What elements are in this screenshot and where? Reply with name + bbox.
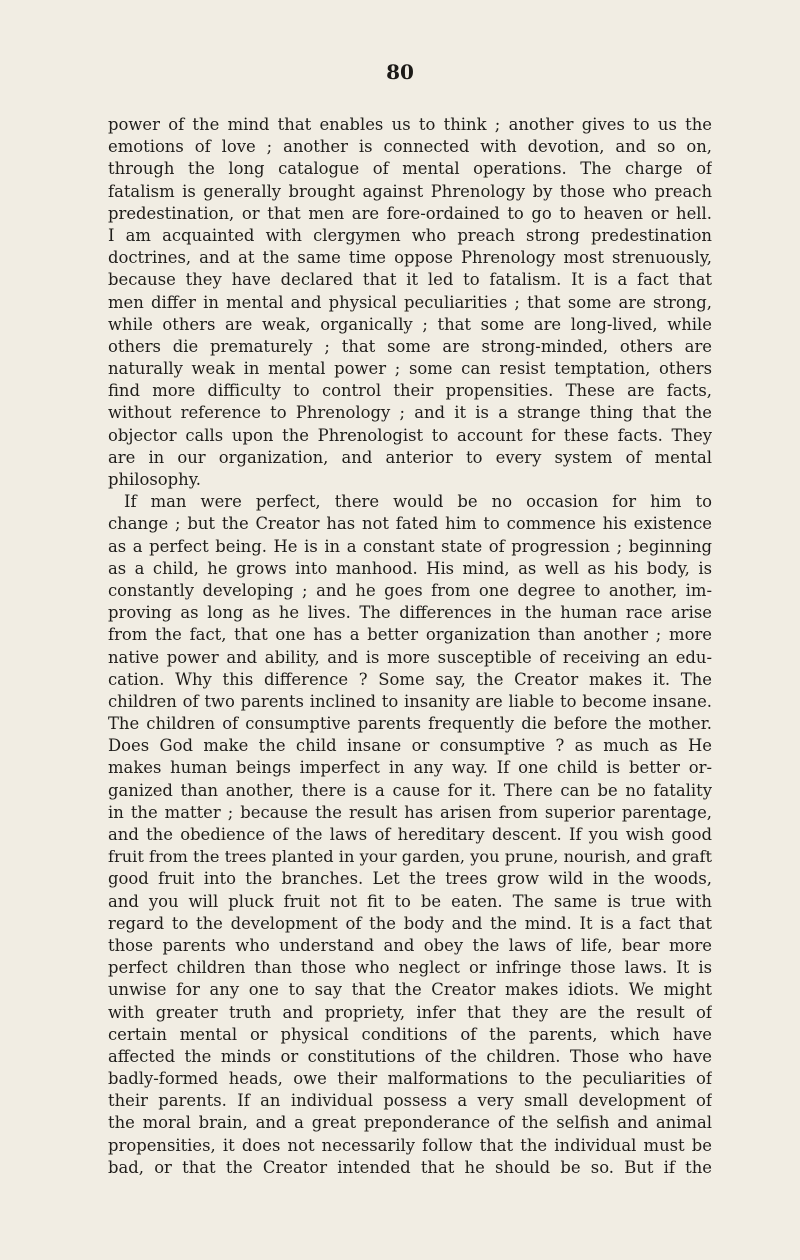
text-line: makes human beings imperfect in any way. If one child is better or- [108, 758, 712, 778]
text-line: doctrines, and at the same time oppose Phrenology most strenuously, [108, 248, 712, 268]
text-line: find more difficulty to control their propensities. These are facts, [108, 381, 712, 401]
text-line: while others are weak, organically ; that some are long-lived, while [108, 314, 712, 334]
text-line: power of the mind that enables us to think ; another gives to us the [108, 115, 712, 134]
text-line: others die prematurely ; that some are strong-minded, others are [108, 336, 712, 356]
text-line: change ; but the Creator has not fated him to commence his existence [108, 514, 712, 534]
text-line: unwise for any one to say that the Creator makes idiots. We might [108, 980, 712, 1000]
text-line: regard to the development of the body and the mind. It is a fact that [108, 913, 712, 933]
text-line: objector calls upon the Phrenologist to account for these facts. They [108, 425, 712, 445]
text-line: cation. Why this difference ? Some say, the Creator makes it. The [108, 669, 712, 689]
text-line: because they have declared that it led to fatalism. It is a fact that [108, 270, 712, 290]
text-line: from the fact, that one has a better organization than another ; more [108, 625, 712, 645]
text-line: emotions of love ; another is connected with devotion, and so on, [108, 137, 712, 157]
text-line: with greater truth and propriety, infer that they are the result of [108, 1002, 712, 1022]
text-line: philosophy. [108, 470, 202, 489]
text-line: affected the minds or constitutions of the children. Those who have [108, 1046, 712, 1066]
text-line: native power and ability, and is more susceptible of receiving an edu- [108, 647, 712, 667]
text-line: through the long catalogue of mental operations. The charge of [108, 159, 712, 179]
text-line: predestination, or that men are fore-ordained to go to heaven or hell. [108, 203, 712, 223]
text-line: perfect children than those who neglect or infringe those laws. It is [108, 958, 712, 978]
text-line: good fruit into the branches. Let the trees grow wild in the woods, [108, 869, 712, 889]
text-line: proving as long as he lives. The differences in the human race arise [108, 603, 712, 623]
text-line: fatalism is generally brought against Phrenology by those who preach [108, 181, 712, 201]
text-line: ganized than another, there is a cause for it. There can be no fatality [108, 780, 712, 800]
text-line: fruit from the trees planted in your garden, you prune, nourish, and graft [108, 847, 712, 867]
text-line: naturally weak in mental power ; some can resist temptation, others [108, 359, 712, 379]
text-line: bad, or that the Creator intended that he should be so. But if the [108, 1157, 712, 1177]
text-line: and you will pluck fruit not fit to be eaten. The same is true with [108, 891, 712, 911]
text-line: their parents. If an individual possess a very small development of [108, 1091, 712, 1111]
text-line: men differ in mental and physical peculiarities ; that some are strong, [108, 292, 712, 312]
text-line: and the obedience of the laws of hereditary descent. If you wish good [108, 825, 712, 844]
text-line: as a child, he grows into manhood. His mind, as well as his body, is [108, 558, 712, 578]
page-number: 80 [386, 60, 414, 84]
text-line: the moral brain, and a great preponderance of the selfish and animal [108, 1113, 712, 1133]
text-line: are in our organization, and anterior to every system of mental [108, 447, 712, 467]
text-line: as a perfect being. He is in a constant state of progression ; beginning [108, 536, 712, 556]
text-line: badly-formed heads, owe their malformations to the peculiarities of [108, 1069, 712, 1089]
text-line: children of two parents inclined to insanity are liable to become insane. [108, 691, 712, 711]
text-line: propensities, it does not necessarily follow that the individual must be [108, 1135, 712, 1155]
text-line: I am acquainted with clergymen who preach strong predestination [108, 225, 712, 245]
body-text [108, 114, 712, 1179]
text-line: certain mental or physical conditions of the parents, which have [108, 1024, 712, 1044]
text-line: The children of consumptive parents frequently die before the mother. [108, 714, 712, 734]
text-line: constantly developing ; and he goes from one degree to another, im- [108, 580, 712, 600]
text-line: those parents who understand and obey the laws of life, bear more [108, 935, 712, 955]
text-line: Does God make the child insane or consumptive ? as much as He [108, 736, 712, 756]
text-line: without reference to Phrenology ; and it is a strange thing that the [108, 403, 712, 423]
text-line: If man were perfect, there would be no occasion for him to [124, 492, 712, 512]
text-line: in the matter ; because the result has arisen from superior parentage, [108, 802, 712, 822]
